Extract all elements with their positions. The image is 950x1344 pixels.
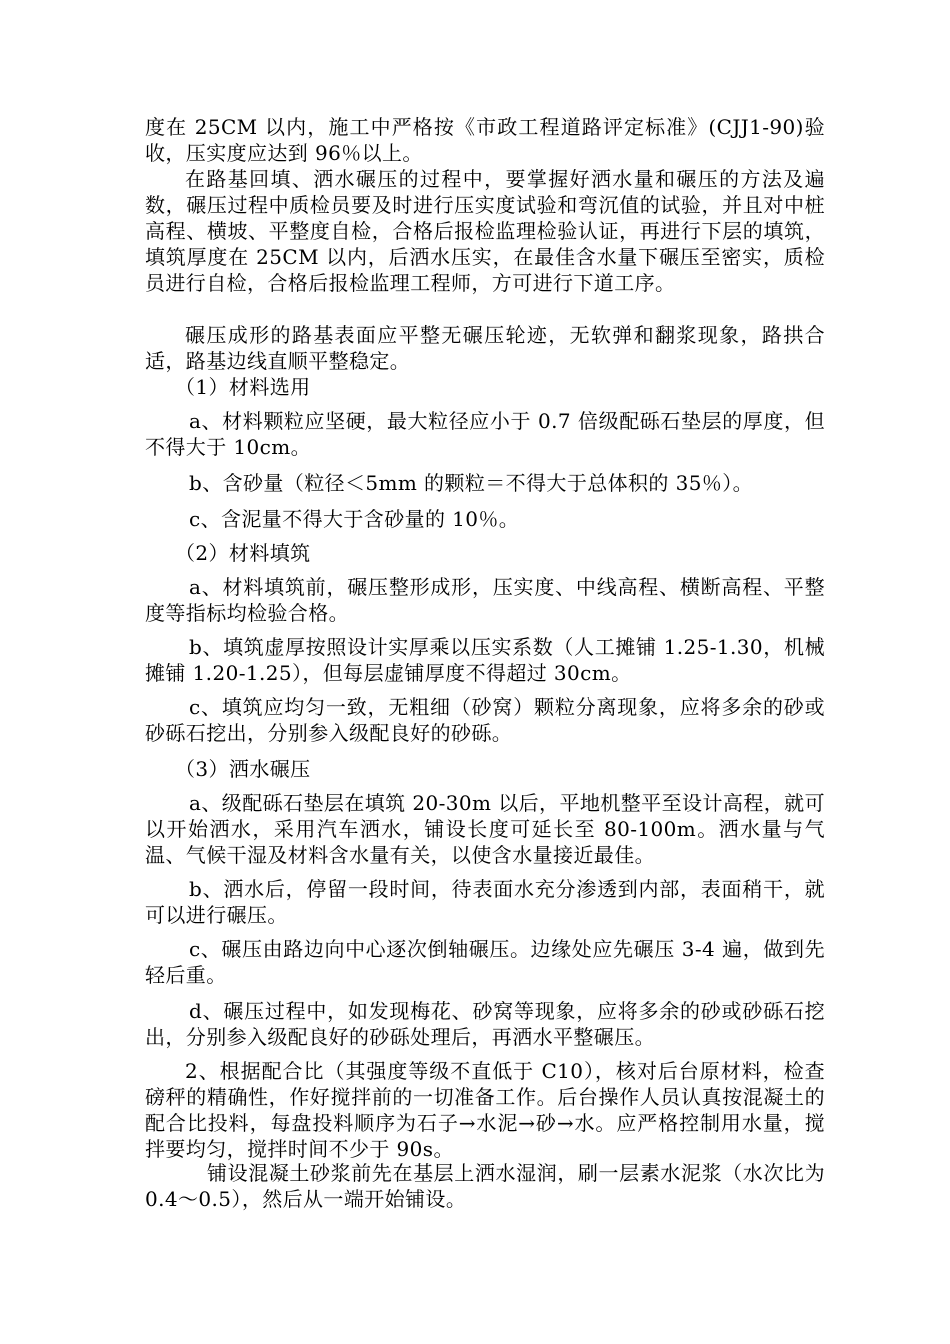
paragraph-mix-ratio: 2、根据配合比（其强度等级不直低于 C10），核对后台原材料，检查磅秤的精确性，作好搅拌前的一切准备工作。后台操作人员认真按混凝土的配合比投料，每盘投料顺序为石子→水泥→砂→水。应严格控制用水量，搅拌要均匀，搅拌时间不少于 90s。 <box>145 1059 825 1161</box>
paragraph-rolling-d: d、碾压过程中，如发现梅花、砂窝等现象，应将多余的砂或砂砾石挖出，分别参入级配良好的砂砾处理后，再洒水平整碾压。 <box>145 999 825 1049</box>
paragraph-rolling-a: a、级配砾石垫层在填筑 20-30m 以后，平地机整平至设计高程，就可以开始洒水，采用汽车洒水，铺设长度可延长至 80-100m。洒水量与气温、气候干湿及材料含水量有关，以使含水量接近最佳。 <box>145 791 825 867</box>
paragraph-filling-b: b、填筑虚厚按照设计实厚乘以压实系数（人工摊铺 1.25-1.30，机械摊铺 1.20-1.25），但每层虚铺厚度不得超过 30cm。 <box>145 635 825 685</box>
paragraph-item-c-mud-content: c、含泥量不得大于含砂量的 10％。 <box>189 507 520 531</box>
paragraph-filling-c: c、填筑应均匀一致，无粗细（砂窝）颗粒分离现象，应将多余的砂或砂砾石挖出，分别参入级配良好的砂砾。 <box>145 695 825 745</box>
paragraph-filling-a: a、材料填筑前，碾压整形成形，压实度、中线高程、横断高程、平整度等指标均检验合格。 <box>145 575 825 625</box>
paragraph-acceptance-standard: 度在 25CM 以内，施工中严格按《市政工程道路评定标准》(CJJ1-90)验收，压实度应达到 96％以上。 <box>145 115 825 165</box>
paragraph-backfill-rolling: 在路基回填、洒水碾压的过程中，要掌握好洒水量和碾压的方法及遍数，碾压过程中质检员要及时进行压实度试验和弯沉值的试验，并且对中桩高程、横坡、平整度自检，合格后报检监理检验认证，再进行下层的填筑，填筑厚度在 25CM 以内，后洒水压实，在最佳含水量下碾压至密实，质检员进行自检，合格后报检监理工程师，方可进行下道工序。 <box>145 167 825 295</box>
paragraph-item-a-particles: a、材料颗粒应坚硬，最大粒径应小于 0.7 倍级配砾石垫层的厚度，但不得大于 10cm。 <box>145 409 825 459</box>
paragraph-rolling-c: c、碾压由路边向中心逐次倒轴碾压。边缘处应先碾压 3-4 遍，做到先轻后重。 <box>145 937 825 987</box>
paragraph-mortar-laying: 铺设混凝土砂浆前先在基层上洒水湿润，刷一层素水泥浆（水次比为 0.4～0.5），然后从一端开始铺设。 <box>145 1161 825 1211</box>
paragraph-rolling-b: b、洒水后，停留一段时间，待表面水充分渗透到内部，表面稍干，就可以进行碾压。 <box>145 877 825 927</box>
paragraph-subgrade-surface: 碾压成形的路基表面应平整无碾压轮迹，无软弹和翻浆现象，路拱合适，路基边线直顺平整稳定。 <box>145 323 825 373</box>
heading-material-filling: （2）材料填筑 <box>175 541 311 565</box>
paragraph-item-b-sand-content: b、含砂量（粒径＜5mm 的颗粒＝不得大于总体积的 35％）。 <box>189 471 754 495</box>
heading-water-rolling: （3）洒水碾压 <box>175 757 311 781</box>
heading-material-selection: （1）材料选用 <box>175 375 311 399</box>
